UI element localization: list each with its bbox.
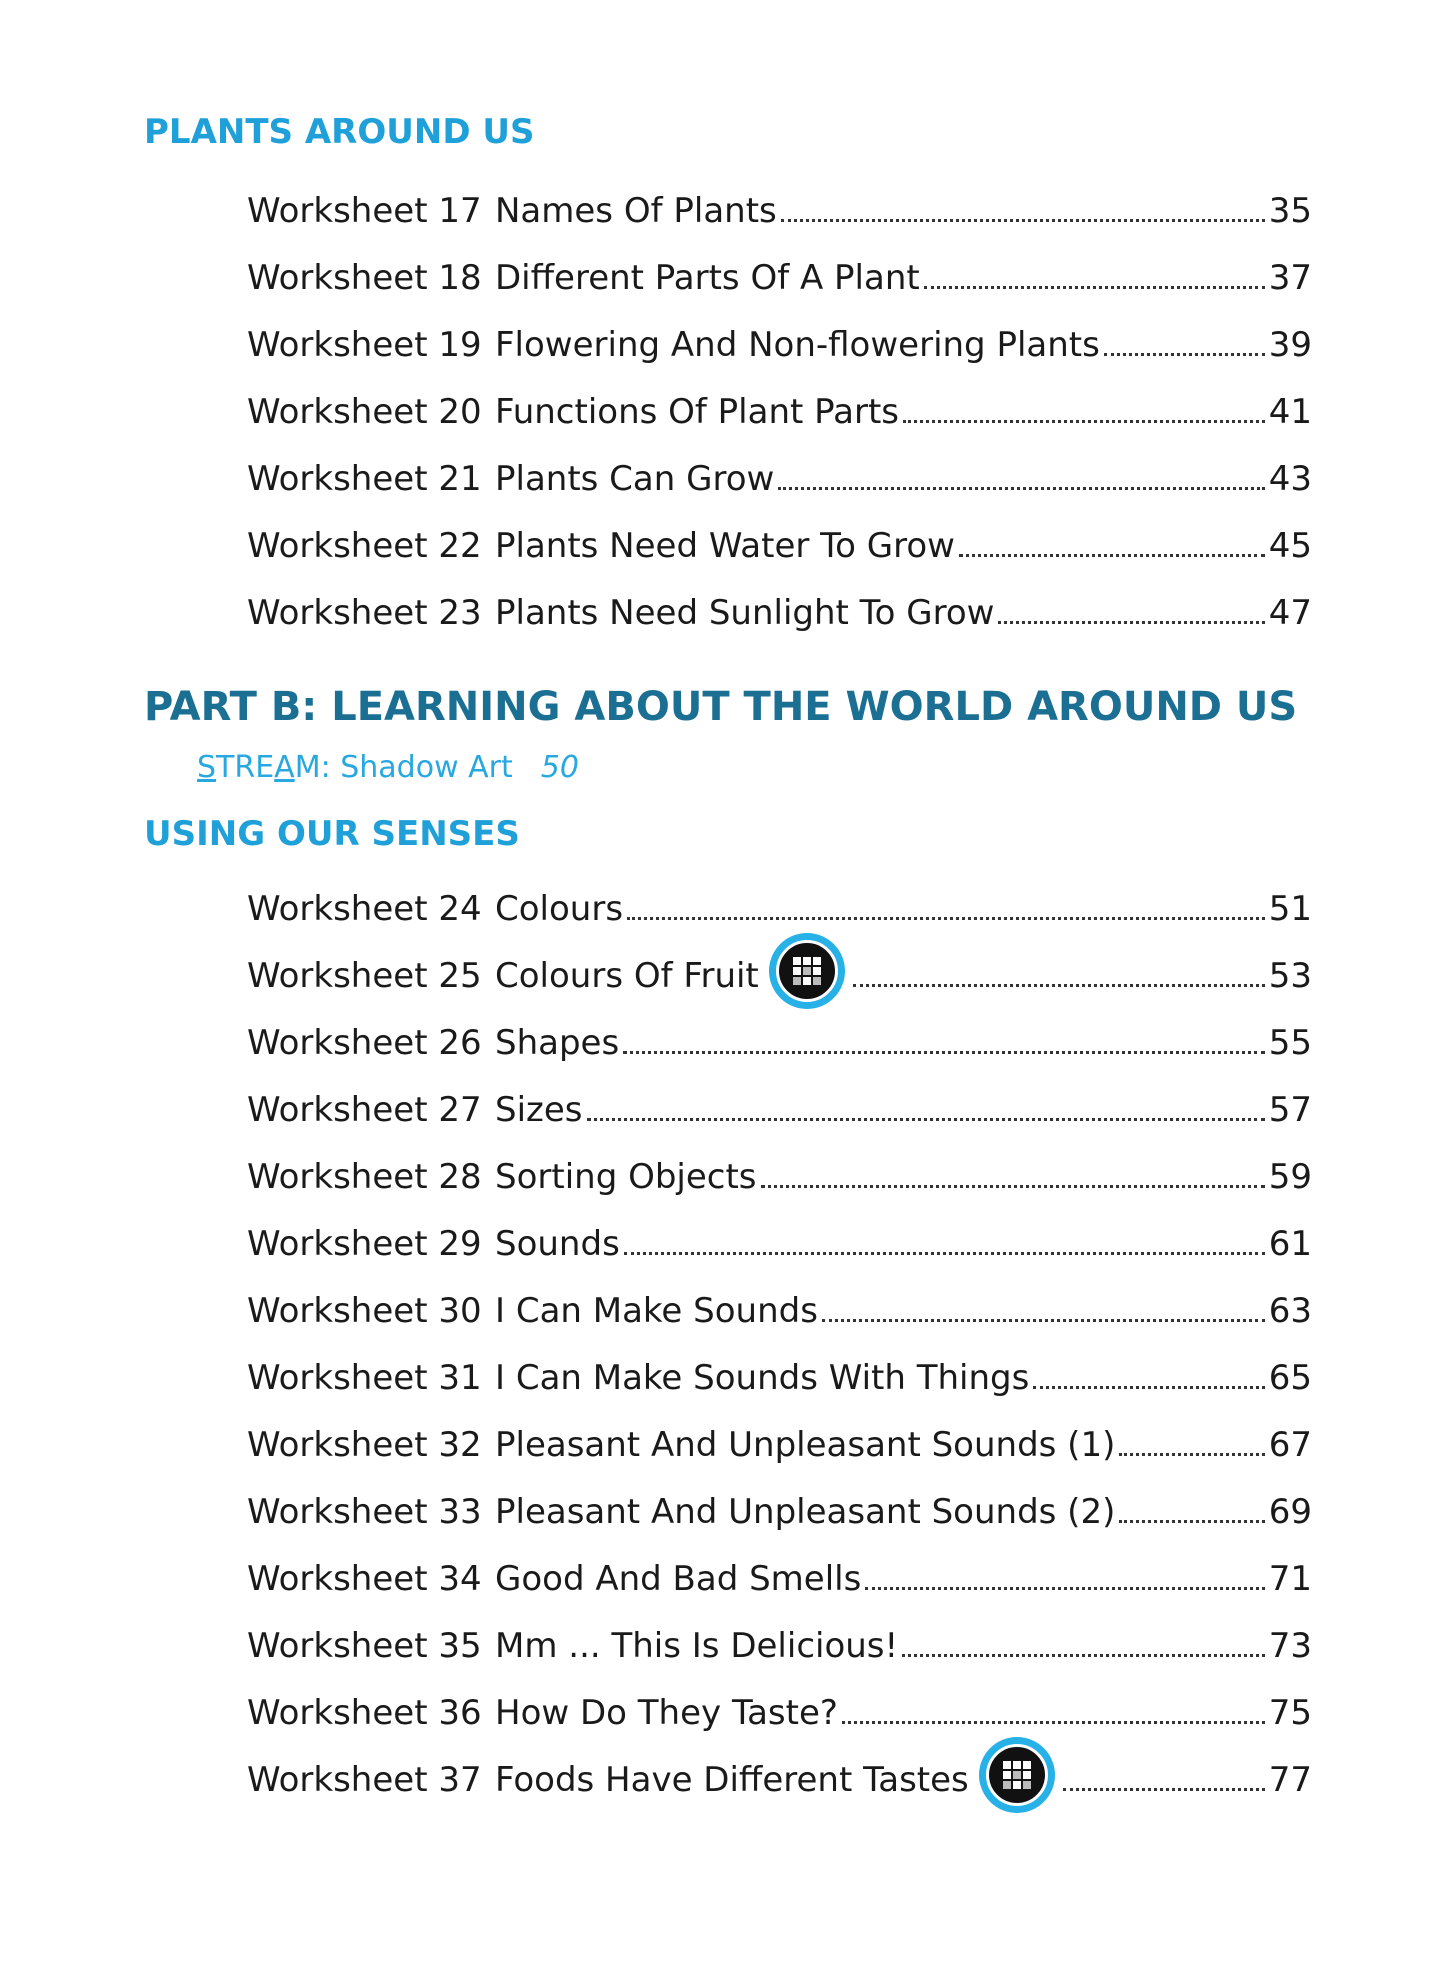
activity-badge-icon [979,1737,1055,1813]
toc-row[interactable] [247,1678,1312,1733]
worksheet-title: Colours [495,889,624,929]
worksheet-title: Sorting Objects [495,1157,757,1197]
activity-badge-inner [986,1744,1048,1806]
worksheet-number: Worksheet 27 [247,1090,482,1130]
page-number: 43 [1268,459,1312,499]
toc-row[interactable] [247,1745,1312,1800]
dot-leader [1063,1788,1265,1791]
dot-leader [853,984,1265,987]
dot-leader [903,420,1265,423]
page-number: 57 [1268,1090,1312,1130]
stream-activity-line [197,750,579,785]
toc-row[interactable] [247,578,1312,633]
dot-leader [998,621,1264,624]
section-heading-senses: USING OUR SENSES [144,814,520,854]
dot-leader [1119,1520,1264,1523]
toc-row[interactable] [247,1611,1312,1666]
dot-leader [1119,1453,1264,1456]
page-number: 41 [1268,392,1312,432]
toc-row[interactable] [247,1142,1312,1197]
worksheet-number: Worksheet 20 [247,392,482,432]
toc-row[interactable] [247,444,1312,499]
toc-row[interactable] [247,1410,1312,1465]
worksheet-title: Shapes [495,1023,620,1063]
worksheet-number: Worksheet 37 [247,1760,482,1800]
worksheet-title: Pleasant And Unpleasant Sounds (1) [495,1425,1116,1465]
toc-row[interactable] [247,511,1312,566]
page-number: 61 [1268,1224,1312,1264]
worksheet-number: Worksheet 26 [247,1023,482,1063]
worksheet-number: Worksheet 30 [247,1291,482,1331]
dot-leader [781,219,1265,222]
page-number: 65 [1268,1358,1312,1398]
stream-letter-a: A [274,750,295,785]
activity-badge-icon [769,933,845,1009]
dot-leader [627,917,1265,920]
worksheet-title: Sizes [495,1090,583,1130]
stream-letters-tre: TRE [216,750,275,785]
worksheet-number: Worksheet 35 [247,1626,482,1666]
worksheet-number: Worksheet 34 [247,1559,482,1599]
page-number: 69 [1268,1492,1312,1532]
dot-leader [865,1587,1264,1590]
worksheet-title: Sounds [495,1224,620,1264]
worksheet-title: Plants Need Sunlight To Grow [495,593,995,633]
worksheet-number: Worksheet 22 [247,526,482,566]
page-number: 55 [1268,1023,1312,1063]
worksheet-number: Worksheet 17 [247,191,482,231]
toc-row[interactable] [247,874,1312,929]
toc-row[interactable] [247,176,1312,231]
toc-row[interactable] [247,377,1312,432]
page-number: 59 [1268,1157,1312,1197]
page-number: 45 [1268,526,1312,566]
section-heading-plants: PLANTS AROUND US [144,112,535,152]
worksheet-title: Plants Can Grow [495,459,775,499]
worksheet-title: Plants Need Water To Grow [495,526,955,566]
page-number: 51 [1268,889,1312,929]
dot-leader [778,487,1264,490]
worksheet-number: Worksheet 18 [247,258,482,298]
toc-row[interactable] [247,1075,1312,1130]
dot-leader [1104,353,1265,356]
dot-leader [924,286,1265,289]
worksheet-number: Worksheet 31 [247,1358,482,1398]
worksheet-title: I Can Make Sounds [495,1291,818,1331]
worksheet-title: I Can Make Sounds With Things [495,1358,1030,1398]
stream-title: M: Shadow Art [294,750,513,785]
worksheet-title: Foods Have Different Tastes [495,1760,969,1800]
dot-leader [587,1118,1265,1121]
page-number: 71 [1268,1559,1312,1599]
toc-row[interactable] [247,310,1312,365]
dot-leader [902,1654,1265,1657]
worksheet-title: Mm ... This Is Delicious! [495,1626,899,1666]
page-number: 35 [1268,191,1312,231]
page-number: 67 [1268,1425,1312,1465]
worksheet-number: Worksheet 29 [247,1224,482,1264]
toc-row[interactable] [247,1008,1312,1063]
worksheet-title: Good And Bad Smells [495,1559,862,1599]
worksheet-title: Names Of Plants [495,191,777,231]
worksheet-number: Worksheet 24 [247,889,482,929]
page-number: 73 [1268,1626,1312,1666]
toc-row[interactable] [247,1477,1312,1532]
worksheet-number: Worksheet 23 [247,593,482,633]
page-number: 47 [1268,593,1312,633]
worksheet-title: Colours Of Fruit [495,956,759,996]
dot-leader [761,1185,1265,1188]
toc-row[interactable] [247,1343,1312,1398]
page-number: 37 [1268,258,1312,298]
worksheet-title: Flowering And Non-flowering Plants [495,325,1100,365]
worksheet-number: Worksheet 33 [247,1492,482,1532]
page-number: 63 [1268,1291,1312,1331]
worksheet-number: Worksheet 36 [247,1693,482,1733]
toc-row[interactable] [247,1276,1312,1331]
page-number: 53 [1268,956,1312,996]
part-b-heading: PART B: LEARNING ABOUT THE WORLD AROUND US [144,684,1298,730]
worksheet-number: Worksheet 21 [247,459,482,499]
worksheet-title: How Do They Taste? [495,1693,838,1733]
page-number: 39 [1268,325,1312,365]
dot-leader [623,1051,1265,1054]
toc-row[interactable] [247,243,1312,298]
stream-page-number: 50 [540,750,579,785]
worksheet-number: Worksheet 19 [247,325,482,365]
activity-badge-inner [776,940,838,1002]
page-number: 75 [1268,1693,1312,1733]
toc-row[interactable] [247,1544,1312,1599]
dot-leader [842,1721,1265,1724]
dot-leader [822,1319,1265,1322]
worksheet-title: Pleasant And Unpleasant Sounds (2) [495,1492,1116,1532]
worksheet-number: Worksheet 32 [247,1425,482,1465]
dot-leader [624,1252,1265,1255]
worksheet-title: Functions Of Plant Parts [495,392,899,432]
toc-row[interactable] [247,941,1312,996]
worksheet-number: Worksheet 28 [247,1157,482,1197]
stream-letter-s: S [197,750,217,785]
dot-leader [959,554,1265,557]
dot-leader [1033,1386,1264,1389]
toc-row[interactable] [247,1209,1312,1264]
worksheet-title: Different Parts Of A Plant [495,258,920,298]
page-number: 77 [1268,1760,1312,1800]
worksheet-number: Worksheet 25 [247,956,482,996]
